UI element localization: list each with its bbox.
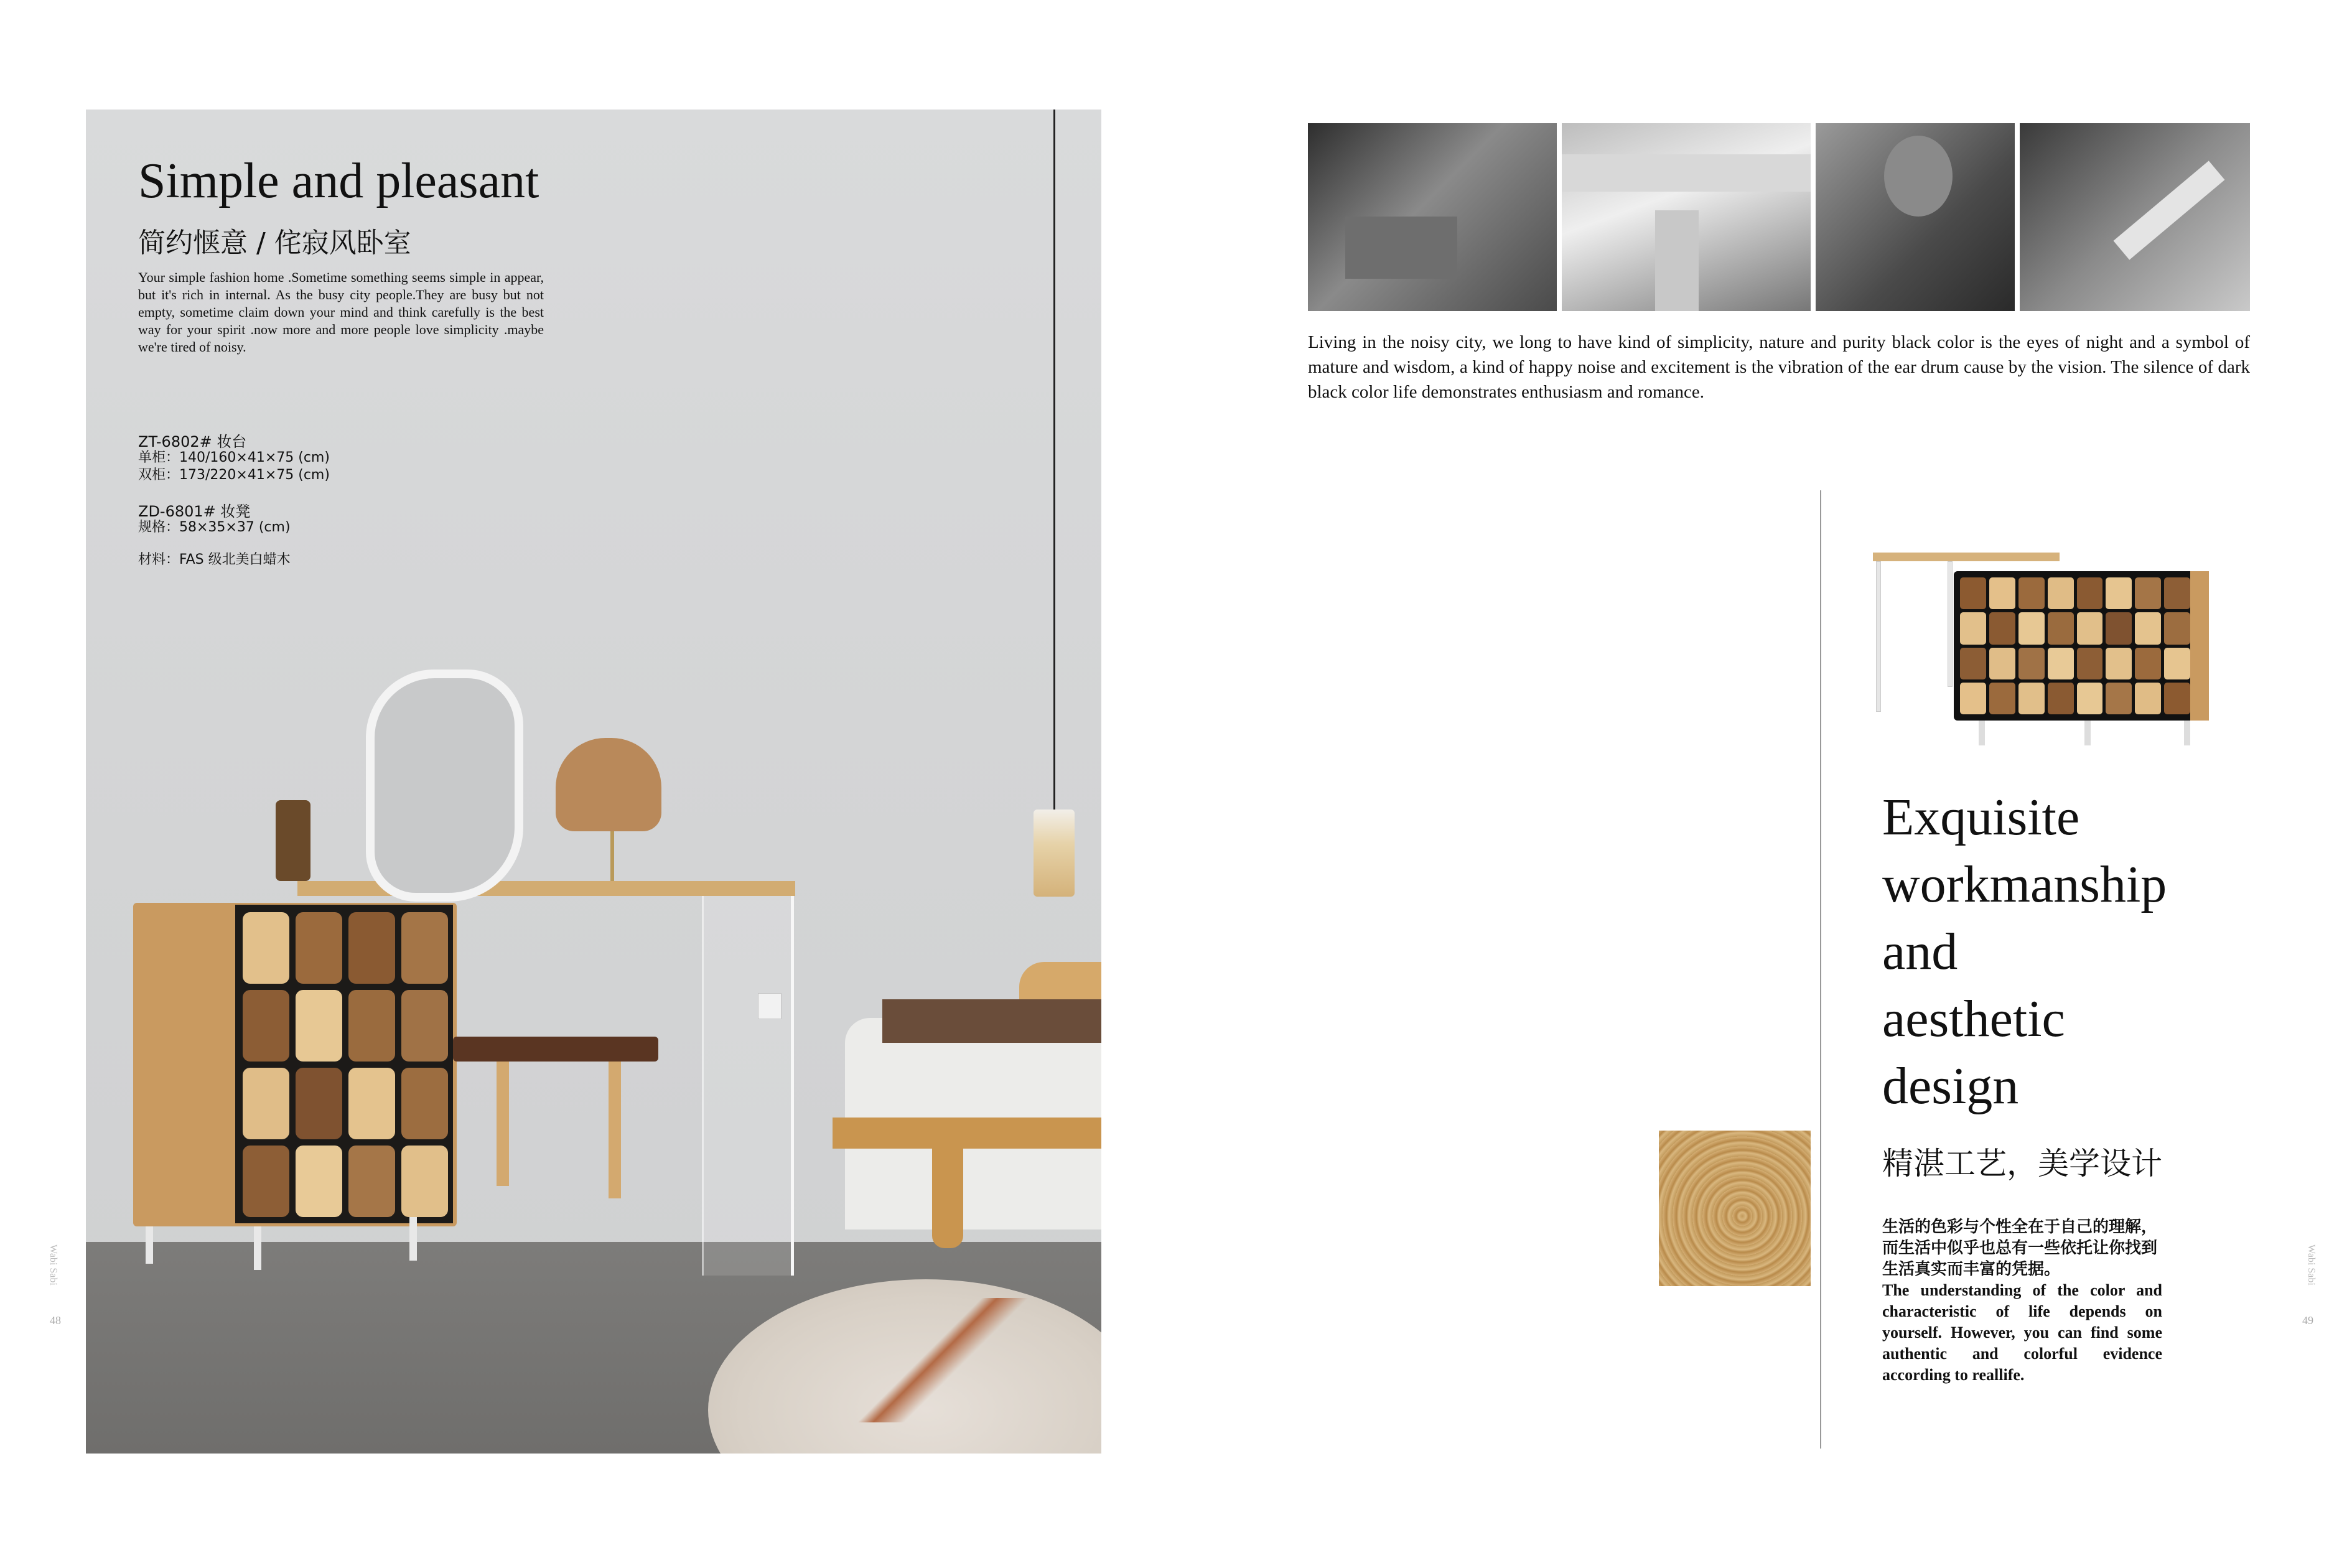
amber-bottle (276, 800, 310, 881)
craft-photo-3 (1816, 123, 2015, 311)
wood-grain-swatch (1659, 1131, 1811, 1286)
bed-throw (882, 999, 1101, 1043)
wood-beam (1562, 154, 1811, 192)
product2-name: ZD-6801# 妆凳 (138, 503, 251, 520)
page-number-left: 48 (50, 1314, 61, 1327)
material-spec: 材料：FAS 级北美白蜡木 (138, 552, 291, 567)
product-leg (2184, 721, 2190, 745)
product1-spec-single: 单柜：140/160×41×75 (cm) (138, 450, 330, 465)
product-acrylic-leg (1876, 561, 1881, 712)
side-tag-left: Wabi Sabi (48, 1244, 58, 1286)
bed-leg (932, 1149, 963, 1248)
section-title-line: and (1882, 923, 1958, 981)
wood-post (1655, 210, 1699, 311)
cabinet-leg (409, 1217, 417, 1261)
hat-stand (610, 831, 614, 881)
product-leg (2084, 721, 2091, 745)
section-title-line: design (1882, 1057, 2019, 1115)
acrylic-leg (702, 896, 794, 1276)
intro-paragraph: Living in the noisy city, we long to have kind of simplicity, nature and purity black color is the eyes of night and a symbol of mature and wisdom, a kind of happy noise and excitement is the vibration of the ear drum cause by the vision. The silence of dark black color life demonstrates enthusiasm and romance. (1308, 332, 2250, 402)
page-subtitle-cn: 简约惬意 / 侘寂风卧室 (138, 227, 411, 259)
stool-leg (609, 1062, 621, 1198)
craft-photo-1 (1308, 123, 1557, 311)
craft-photo-4 (2020, 123, 2250, 311)
stool-leg (497, 1062, 509, 1186)
intro-text: Your simple fashion home .Sometime something seems simple in appear, but it's rich in internal. As the busy city people.They are busy but not empty, sometime claim down your mind and think carefully is the best way for your spirit .now more and more people love simplicity .maybe we're tired of noisy. (138, 269, 544, 355)
cabinet-leg (254, 1226, 261, 1270)
rug-pattern (857, 1298, 1044, 1422)
product-top (1873, 553, 2060, 561)
section-title-line: Exquisite (1882, 788, 2080, 846)
section-title (1882, 784, 2231, 1120)
craftsman (1884, 136, 1953, 217)
drawer-grid (243, 912, 448, 1217)
page-number-right: 49 (2302, 1314, 2313, 1327)
product-image (1873, 553, 2221, 752)
product-cabinet-side (2190, 571, 2209, 721)
product1-name: ZT-6802# 妆台 (138, 433, 247, 450)
product-drawer-grid (1960, 577, 2190, 714)
wood-frame (2114, 161, 2225, 259)
section-title-line: workmanship (1882, 856, 2167, 913)
product2-spec: 规格：58×35×37 (cm) (138, 520, 291, 535)
bed-frame (833, 1118, 1101, 1149)
product-leg (1979, 721, 1985, 745)
side-tag-right: Wabi Sabi (2306, 1244, 2317, 1286)
page-title: Simple and pleasant (138, 154, 539, 208)
product1-spec-double: 双柜：173/220×41×75 (cm) (138, 467, 330, 483)
wood-block (1345, 217, 1457, 279)
section-title-line: aesthetic (1882, 990, 2065, 1048)
pendant-cord (1053, 110, 1055, 813)
section-subtitle-cn: 精湛工艺，美学设计 (1882, 1146, 2162, 1182)
pendant-lamp (1034, 810, 1075, 897)
product-acrylic-leg (1948, 561, 1953, 687)
vanity-top (297, 881, 795, 896)
wavy-mirror (366, 670, 523, 902)
cabinet-leg (146, 1226, 153, 1264)
felt-hat (556, 738, 661, 831)
stool-seat (453, 1037, 658, 1062)
divider-line (1820, 490, 1821, 1449)
description-en: The understanding of the color and characteristic of life depends on yourself. However, you can find some authentic and colorful evidence according to reallife. (1882, 1281, 2162, 1384)
craft-photo-2 (1562, 123, 1811, 311)
description-cn: 生活的色彩与个性全在于自己的理解，而生活中似乎也总有一些依托让你找到生活真实而丰富的凭据。 (1882, 1218, 2158, 1278)
